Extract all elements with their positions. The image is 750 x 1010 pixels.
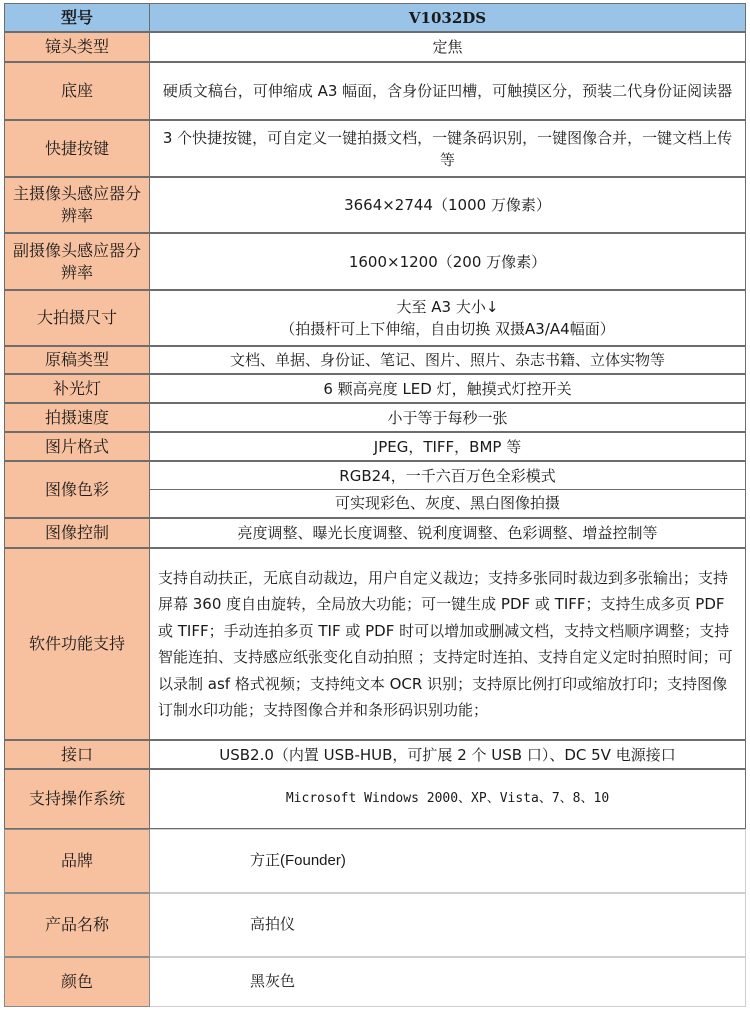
- row-value: Microsoft Windows 2000、XP、Vista、7、8、10: [150, 769, 746, 829]
- row-scan-speed: [4, 403, 746, 432]
- row-label: 镜头类型: [4, 32, 150, 62]
- row-value: 6 颗高亮度 LED 灯，触摸式灯控开关: [150, 374, 746, 403]
- row-value: 小于等于每秒一张: [150, 403, 746, 432]
- row-label: 拍摄速度: [4, 403, 150, 432]
- row-label: 图像控制: [4, 518, 150, 548]
- row-lens-type: [4, 32, 746, 62]
- model-number: V1032DS: [150, 3, 746, 32]
- row-value: 支持自动扶正，无底自动裁边，用户自定义裁边；支持多张同时裁边到多张输出；支持屏幕 360 度自由旋转，全局放大功能；可一键生成 PDF 或 TIFF；支持生成多页 PDF 或 TIFF；手动连拍多页 TIF 或 PDF 时可以增加或删减文档，支持文档顺序调整；支持智能连拍、支持感应纸张变化自动拍照 ；支持定时连拍、支持自定义定时拍照时间；可以录制 asf 格式视频；支持纯文本 OCR 识别；支持原比例打印或缩放打印；支持图像订制水印功能；支持图像合并和条形码识别功能；: [150, 548, 746, 740]
- row-label: 补光灯: [4, 374, 150, 403]
- row-label: 主摄像头感应器分辨率: [4, 177, 150, 233]
- row-value: [150, 461, 746, 518]
- row-image-control: [4, 518, 746, 548]
- row-fill-light: [4, 374, 746, 403]
- row-software: [4, 548, 746, 740]
- row-label: 支持操作系统: [4, 769, 150, 829]
- row-label: 图片格式: [4, 432, 150, 461]
- row-value: 文档、单据、身份证、笔记、图片、照片、杂志书籍、立体实物等: [150, 346, 746, 374]
- row-base: [4, 62, 746, 120]
- row-value: 3 个快捷按键，可自定义一键拍摄文档，一键条码识别，一键图像合并，一键文档上传等: [150, 120, 746, 177]
- row-label: 原稿类型: [4, 346, 150, 374]
- row-label: 软件功能支持: [4, 548, 150, 740]
- row-os: [4, 769, 746, 829]
- row-label: 快捷按键: [4, 120, 150, 177]
- row-value-line: （拍摄杆可上下伸缩，自由切换 双摄A3/A4幅面）: [280, 320, 615, 338]
- row-value: JPEG，TIFF，BMP 等: [150, 432, 746, 461]
- row-image-format: [4, 432, 746, 461]
- row-interface: [4, 740, 746, 769]
- row-shortcut-keys: [4, 120, 746, 177]
- row-label: 副摄像头感应器分辨率: [4, 233, 150, 290]
- row-label: 图像色彩: [4, 461, 150, 518]
- row-original-type: [4, 346, 746, 374]
- row-color: [4, 957, 746, 1007]
- spec-table: [4, 3, 746, 1007]
- row-value: 黑灰色: [150, 957, 746, 1007]
- row-image-color: [4, 461, 746, 518]
- row-value-line: 可实现彩色、灰度、黑白图像拍摄: [334, 494, 560, 512]
- row-value: 亮度调整、曝光长度调整、锐利度调整、色彩调整、增益控制等: [150, 518, 746, 548]
- row-sub-camera: [4, 233, 746, 290]
- row-value: [150, 290, 746, 346]
- row-main-camera: [4, 177, 746, 233]
- row-value: 定焦: [150, 32, 746, 62]
- row-brand: [4, 829, 746, 893]
- row-value: 方正(Founder): [150, 829, 746, 893]
- row-value: 3664×2744（1000 万像素）: [150, 177, 746, 233]
- row-value: USB2.0（内置 USB-HUB，可扩展 2 个 USB 口）、DC 5V 电源接口: [150, 740, 746, 769]
- header-label: 型号: [4, 3, 150, 32]
- row-value: 1600×1200（200 万像素）: [150, 233, 746, 290]
- row-label: 接口: [4, 740, 150, 769]
- row-label: 产品名称: [4, 893, 150, 957]
- row-max-size: [4, 290, 746, 346]
- row-product-name: [4, 893, 746, 957]
- row-label: 大拍摄尺寸: [4, 290, 150, 346]
- row-label: 底座: [4, 62, 150, 120]
- row-value-line: 大至 A3 大小↓: [396, 298, 499, 316]
- row-label: 品牌: [4, 829, 150, 893]
- row-value-line: RGB24，一千六百万色全彩模式: [150, 462, 745, 490]
- row-label: 颜色: [4, 957, 150, 1007]
- header-row: [4, 3, 746, 32]
- row-value: 硬质文稿台，可伸缩成 A3 幅面，含身份证凹槽，可触摸区分，预装二代身份证阅读器: [150, 62, 746, 120]
- row-value: 高拍仪: [150, 893, 746, 957]
